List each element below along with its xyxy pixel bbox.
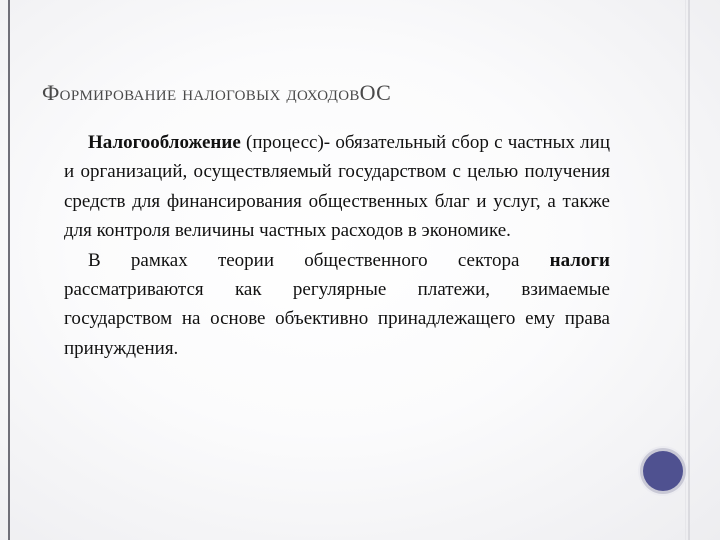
paragraph-public-sector — [64, 246, 610, 364]
definition-text: (процесс)- обязательный сбор с частных лиц и организаций, осуществляемый государством с целью получения средств для финансирования общественных благ и услуг, а также для контроля величины частных расходов в экономике. — [64, 132, 610, 242]
public-sector-lead: В рамках теории общественного сектора — [88, 249, 550, 271]
slide-frame-left — [8, 0, 10, 540]
slide-frame-right-inner — [685, 0, 686, 540]
term-taxes: налоги — [549, 249, 610, 271]
paragraph-definition — [64, 128, 610, 246]
public-sector-text: рассматриваются как регулярные платежи, взимаемые государством на основе объективно принадлежащего ему права принуждения. — [64, 279, 610, 359]
slide-body — [64, 128, 610, 363]
slide-corner-circle-icon — [643, 451, 683, 491]
term-taxation: Налогообложение — [88, 132, 241, 153]
slide-frame-right — [688, 0, 690, 540]
slide-title: Формирование налоговых доходовОС — [42, 80, 392, 105]
